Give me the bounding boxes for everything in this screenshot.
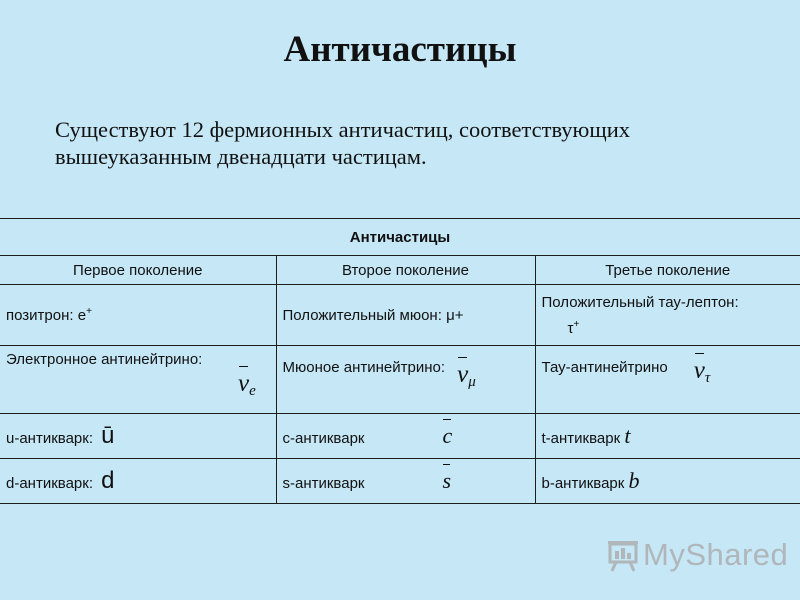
b-symbol: b (628, 468, 640, 493)
s-symbol: s (442, 468, 452, 493)
generation-3-header: Третье поколение (535, 256, 800, 285)
tau-label: Положительный тау-лептон: (541, 294, 739, 311)
cell-electron-antineutrino (0, 346, 276, 414)
positron-label: позитрон: (6, 307, 78, 324)
generation-1-header: Первое поколение (0, 256, 276, 285)
muon-label: Положительный мюон: (282, 306, 447, 324)
table-row (0, 285, 800, 346)
nu-e-label: Электронное антинейтрино: (6, 351, 203, 368)
nu-e-subscript: e (249, 383, 256, 399)
cell-positron (0, 285, 276, 346)
table-row (0, 346, 800, 414)
slide-title: Античастицы (283, 29, 517, 70)
myshared-watermark (606, 537, 788, 573)
u-symbol: ū (101, 422, 115, 449)
table-row (0, 459, 800, 504)
cell-b-antiquark (535, 459, 800, 504)
nu-mu-subscript: μ (468, 374, 476, 390)
nu-e-symbol: ν (238, 370, 250, 397)
t-label: t-антикварк (541, 430, 625, 447)
cell-u-antiquark (0, 414, 276, 459)
b-label: b-антикварк (541, 475, 629, 492)
d-symbol: d (101, 467, 115, 494)
nu-tau-subscript: τ (704, 370, 711, 386)
cell-positive-muon (276, 285, 535, 346)
d-label: d-антикварк: (6, 475, 98, 492)
tau-charge: + (573, 319, 580, 330)
t-symbol: t (624, 423, 631, 448)
table-header-row (0, 219, 800, 256)
nu-tau-label: Тау-антинейтрино (541, 359, 668, 376)
antiparticles-table (0, 218, 800, 504)
nu-mu-label: Мюоное антинейтрино: (282, 359, 450, 376)
generation-row (0, 256, 800, 285)
nu-mu-symbol: ν (457, 361, 469, 388)
nu-tau-symbol: ν (693, 357, 705, 384)
intro-text: Существуют 12 фермионных античастиц, соответствующих вышеуказанным двенадцати частицам. (55, 117, 630, 169)
cell-muon-antineutrino (276, 346, 535, 414)
table-row (0, 414, 800, 459)
generation-2-header: Второе поколение (276, 256, 535, 285)
muon-symbol: μ+ (446, 306, 464, 324)
s-label: s-антикварк (282, 475, 365, 492)
watermark-text: MyShared (643, 537, 789, 572)
tau-symbol: τ (567, 320, 574, 337)
u-label: u-антикварк: (6, 430, 98, 447)
c-label: c-антикварк (282, 430, 365, 447)
table-header: Античастицы (0, 219, 800, 256)
positron-symbol: e (77, 307, 87, 324)
cell-positive-tau (535, 285, 800, 346)
cell-d-antiquark (0, 459, 276, 504)
c-symbol: c (442, 423, 453, 448)
cell-t-antiquark (535, 414, 800, 459)
presentation-board-icon (606, 538, 640, 572)
cell-s-antiquark (276, 459, 535, 504)
cell-c-antiquark (276, 414, 535, 459)
positron-charge: + (86, 306, 92, 317)
cell-tau-antineutrino (535, 346, 800, 414)
